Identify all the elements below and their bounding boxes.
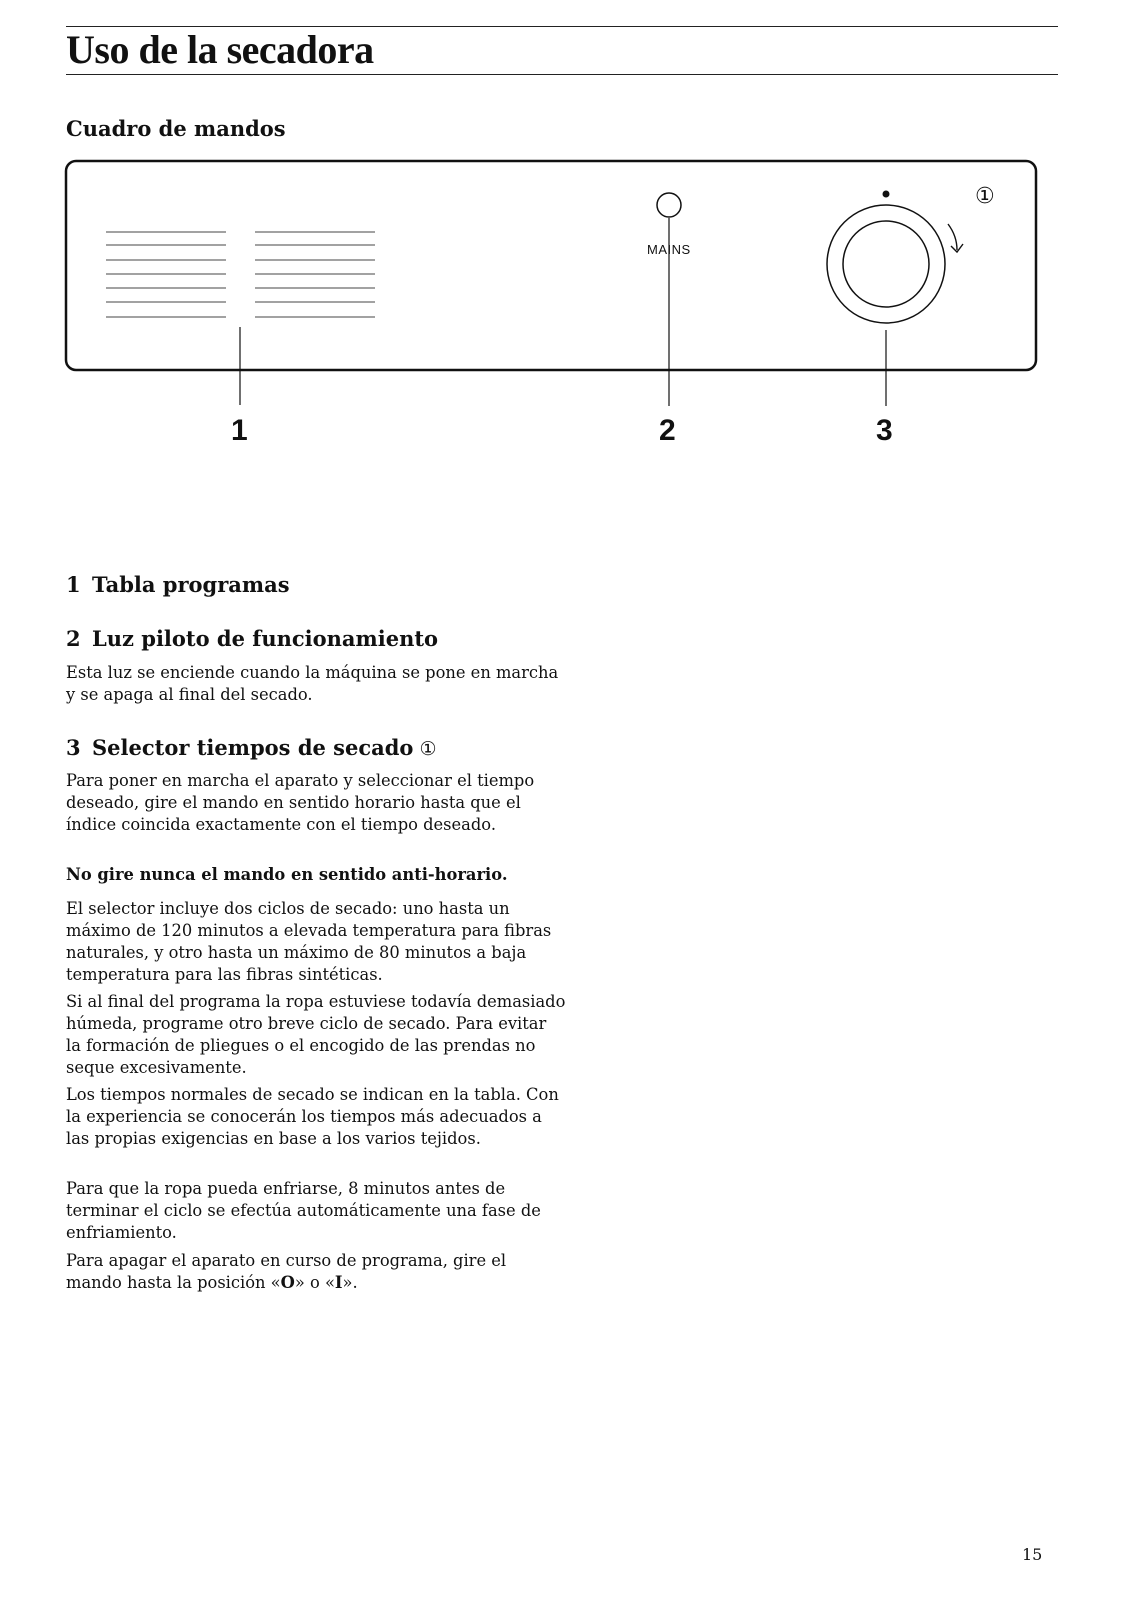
timer-symbol-glyph: ① [419, 738, 437, 760]
heading-text: Selector tiempos de secado [92, 735, 414, 760]
timer-paragraph-5: Para que la ropa pueda enfriarse, 8 minutos antes de terminar el ciclo se efectúa automáticamente una fase de enfriamiento. [66, 1179, 541, 1242]
heading-text: Tabla programas [92, 572, 290, 597]
program-table-lines [106, 232, 375, 317]
timer-paragraph-3: Si al final del programa la ropa estuviese todavía demasiado húmeda, programe otro breve ciclo de secado. Para evitar la formación de pliegues o el encogido de las prendas no seque excesivamente. [66, 992, 566, 1077]
p6-end: ». [342, 1273, 358, 1292]
clockwise-arrow-icon [948, 224, 963, 252]
heading-number: 2 [66, 626, 81, 651]
timer-knob-icon [827, 191, 945, 324]
callout-number-2: 2 [659, 414, 676, 447]
pilot-light-description: Esta luz se enciende cuando la máquina se pone en marcha y se apaga al final del secado. [66, 663, 559, 704]
timer-symbol: ① [975, 184, 995, 209]
timer-paragraph-2: El selector incluye dos ciclos de secado: uno hasta un máximo de 120 minutos a elevada temperatura para fibras naturales, y otro hasta un máximo de 80 minutos a baja temperatura para las fibras sintéticas. [66, 899, 552, 984]
p6-o: O [280, 1273, 295, 1292]
heading-pilot-light [66, 626, 438, 652]
timer-paragraph-6 [66, 1250, 566, 1294]
callout-number-1: 1 [231, 414, 248, 447]
timer-paragraph-4: Los tiempos normales de secado se indican en la tabla. Con la experiencia se conocerán los tiempos más adecuados a las propias exigencias en base a los varios tejidos. [66, 1085, 559, 1148]
section-title-control-panel: Cuadro de mandos [66, 116, 286, 141]
control-panel-outline [66, 161, 1036, 370]
pilot-light-icon [657, 193, 681, 217]
heading-program-table [66, 572, 290, 598]
timer-paragraph-1: Para poner en marcha el aparato y seleccionar el tiempo deseado, gire el mando en sentido horario hasta que el índice coincida exactamente con el tiempo deseado. [66, 771, 535, 834]
page-number: 15 [1022, 1545, 1043, 1564]
control-panel-diagram [0, 0, 1148, 460]
p6-start: Para apagar el aparato en curso de programa, gire el mando hasta la posición « [66, 1251, 507, 1292]
page-title: Uso de la secadora [66, 27, 374, 72]
callout-number-3: 3 [876, 414, 893, 447]
heading-number: 3 [66, 735, 81, 760]
p6-mid: » o « [294, 1273, 335, 1292]
heading-text: Luz piloto de funcionamiento [92, 626, 439, 651]
mains-label: MAINS [647, 242, 691, 257]
p6-i: I [334, 1273, 343, 1292]
heading-timer-selector [66, 735, 437, 762]
heading-number: 1 [66, 572, 81, 597]
timer-warning: No gire nunca el mando en sentido anti-horario. [66, 865, 508, 884]
